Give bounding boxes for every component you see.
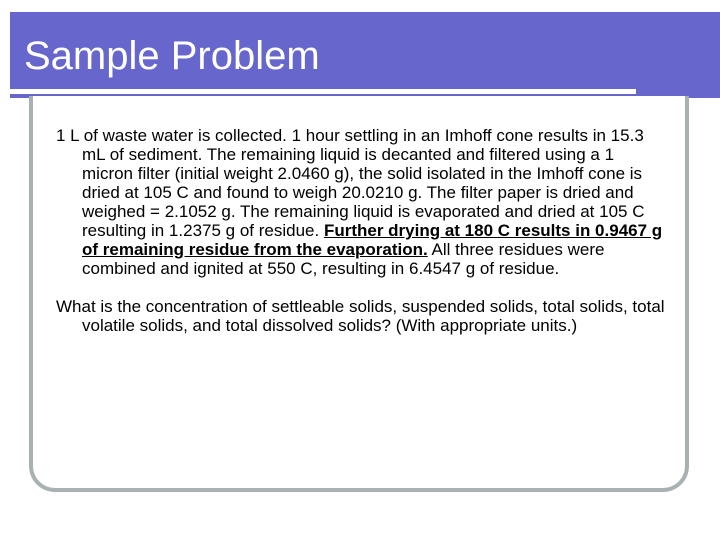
slide-body xyxy=(56,126,668,335)
problem-text-part2: All three residues were combined and ignited at 550 C, resulting in 6.4547 g of residue. xyxy=(82,240,605,278)
problem-paragraph xyxy=(56,126,668,278)
problem-text-part1: 1 L of waste water is collected. 1 hour settling in an Imhoff cone results in 15.3 mL of sediment. The remaining liquid is decanted and filtered using a 1 micron filter (initial weight 2.0460 g), the solid isolated in the Imhoff cone is dried at 105 C and found to weigh 20.0210 g. The filter paper is dried and weighed = 2.1052 g. The remaining liquid is evaporated and dried at 105 C resulting in 1.2375 g of residue. xyxy=(56,126,645,240)
problem-emphasis: Further drying at 180 C results in 0.9467 g of remaining residue from the evaporation. xyxy=(82,221,663,259)
title-underline xyxy=(0,89,636,94)
question-paragraph: What is the concentration of settleable solids, suspended solids, total solids, total volatile solids, and total dissolved solids? (With appropriate units.) xyxy=(56,297,665,335)
slide-title: Sample Problem xyxy=(24,34,320,78)
